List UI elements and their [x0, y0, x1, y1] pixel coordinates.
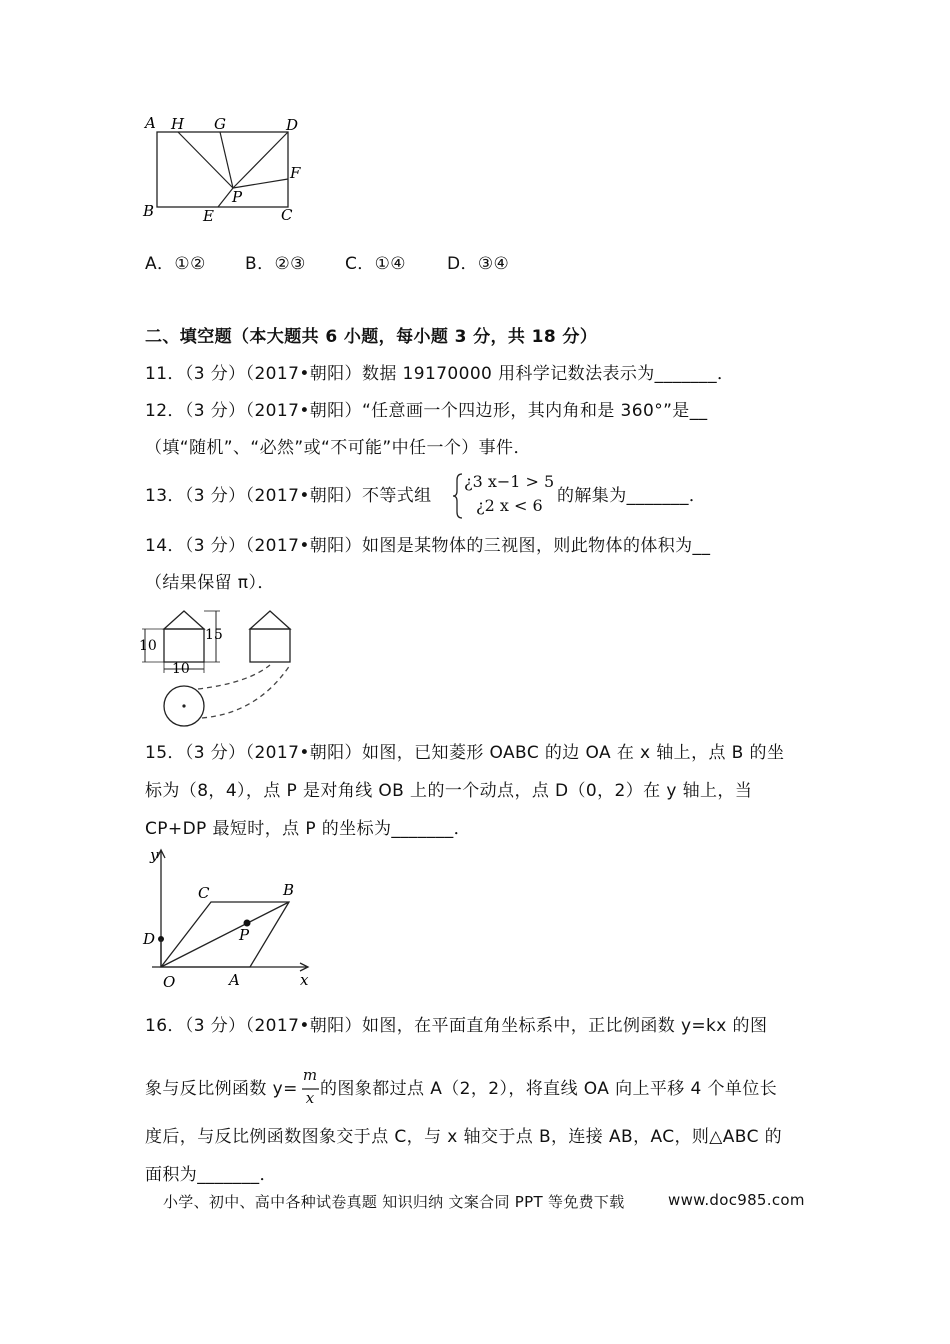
footer-text: 小学、初中、高中各种试卷真题 知识归纳 文案合同 PPT 等免费下载 — [163, 1193, 625, 1211]
question-16-line3: 度后，与反比例函数图象交于点 C，与 x 轴交于点 B，连接 AB，AC，则△ABC 的 — [145, 1127, 783, 1147]
label-C: C — [281, 206, 293, 224]
label-C: C — [198, 884, 210, 902]
label-A: A — [145, 114, 156, 132]
label-y: y — [150, 846, 159, 864]
question-12-line1: 12．（3 分）（2017•朝阳）“任意画一个四边形，其内角和是 360°”是__ — [145, 401, 708, 421]
question-15-line3: CP+DP 最短时，点 P 的坐标为_______． — [145, 819, 472, 839]
question-12-line2: （填“随机”、“必然”或“不可能”中任一个）事件． — [145, 438, 531, 458]
choice-d: D．③④ — [447, 254, 510, 274]
label-G: G — [214, 115, 226, 133]
choice-c: C．①④ — [345, 254, 406, 274]
label-P: P — [239, 926, 250, 944]
fraction-denominator: x — [305, 1089, 315, 1107]
question-13-prefix: 13．（3 分）（2017•朝阳）不等式组 — [145, 486, 432, 506]
label-P: P — [232, 188, 243, 206]
rectangle-figure — [140, 112, 310, 224]
label-B: B — [283, 881, 295, 899]
label-B: B — [143, 202, 155, 220]
footer-url[interactable]: www.doc985.com — [668, 1191, 805, 1209]
dim-left: 10 — [139, 638, 157, 654]
label-D: D — [143, 930, 156, 948]
label-F: F — [290, 164, 301, 182]
question-15-line1: 15．（3 分）（2017•朝阳）如图，已知菱形 OABC 的边 OA 在 x 轴上，点 B 的坐 — [145, 743, 785, 763]
label-D: D — [286, 116, 299, 134]
question-13-suffix: 的解集为_______． — [557, 486, 707, 506]
question-16-line4: 面积为_______． — [145, 1165, 277, 1185]
three-view-figure — [138, 605, 298, 730]
choice-a: A．①② — [145, 254, 206, 274]
label-E: E — [203, 207, 214, 225]
label-A: A — [229, 971, 240, 989]
question-14-line1: 14．（3 分）（2017•朝阳）如图是某物体的三视图，则此物体的体积为__ — [145, 536, 711, 556]
label-O: O — [163, 973, 176, 991]
label-H: H — [171, 115, 185, 133]
dim-right: 15 — [205, 627, 223, 643]
question-16-line2-pre: 象与反比例函数 y= — [145, 1079, 298, 1099]
label-x: x — [300, 971, 309, 989]
inequality-2: ¿2 x < 6 — [476, 496, 543, 515]
question-16-line1: 16．（3 分）（2017•朝阳）如图，在平面直角坐标系中，正比例函数 y=kx 的图 — [145, 1016, 768, 1036]
question-14-line2: （结果保留 π）． — [145, 573, 275, 593]
question-16-line2-post: 的图象都过点 A（2，2），将直线 OA 向上平移 4 个单位长 — [320, 1079, 778, 1099]
fraction-numerator: m — [302, 1066, 318, 1084]
question-11: 11．（3 分）（2017•朝阳）数据 19170000 用科学记数法表示为_______． — [145, 364, 735, 384]
rhombus-figure — [140, 843, 320, 993]
dim-bottom: 10 — [172, 661, 190, 677]
brace-icon — [452, 472, 464, 520]
choice-b: B．②③ — [245, 254, 306, 274]
inequality-1: ¿3 x−1 > 5 — [464, 472, 555, 491]
question-15-line2: 标为（8，4），点 P 是对角线 OB 上的一个动点，点 D（0，2）在 y 轴上，当 — [145, 781, 753, 801]
section-heading: 二、填空题（本大题共 6 小题，每小题 3 分，共 18 分） — [145, 327, 598, 347]
